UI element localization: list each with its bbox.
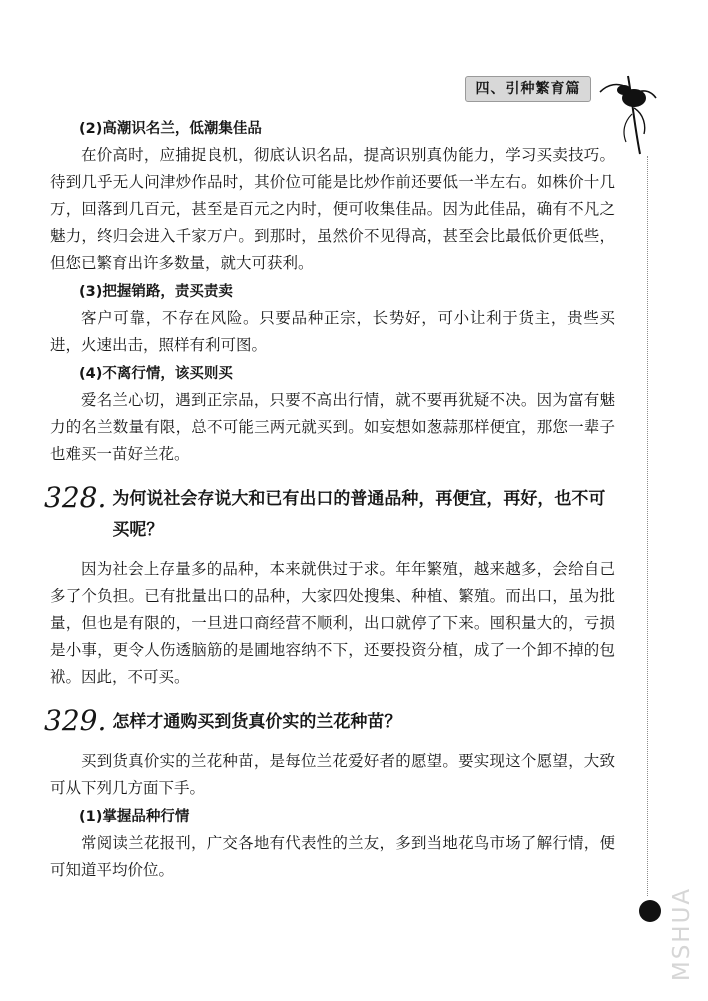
paragraph: 爱名兰心切，遇到正宗品，只要不高出行情，就不要再犹疑不决。因为富有魅力的名兰数量有限，总不可能三两元就买到。如妄想如葱蒜那样便宜，那您一辈子也难买一苗好兰花。	[50, 391, 615, 463]
paragraph: 常阅读兰花报刊，广交各地有代表性的兰友，多到当地花鸟市场了解行情，便可知道平均价位。	[50, 834, 615, 879]
paragraph: 客户可靠，不存在风险。只要品种正宗，长势好，可小让利于货主，贵些买进，火速出击，照样有利可图。	[50, 309, 615, 354]
subheading: (2)高潮识名兰，低潮集佳品	[79, 121, 262, 137]
margin-dot-marker	[639, 900, 661, 922]
subheading: (1)掌握品种行情	[79, 809, 190, 825]
paragraph: 因为社会上存量多的品种，本来就供过于求。年年繁殖，越来越多，会给自己多了个负担。已有批量出口的品种，大家四处搜集、种植、繁殖。而出口，虽为批量，但也是有限的，一旦进口商经营不顺利，出口就停了下来。囤积量大的，亏损是小事，更令人伤透脑筋的是圃地容纳不下，还要投资分植，成了一个卸不掉的包袱。因此，不可买。	[50, 560, 615, 686]
subheading: (3)把握销路，责买责卖	[79, 284, 233, 300]
paragraph: 在价高时，应捕捉良机，彻底认识名品，提高识别真伪能力，学习买卖技巧。待到几乎无人问津炒作品时，其价位可能是比炒作前还要低一半左右。如株价十几万，回落到几百元，甚至是百元之内时，便可收集佳品。因为此佳品，确有不凡之魅力，终归会进入千家万户。到那时，虽然价不见得高，甚至会比最低价更低些，但您已繁育出许多数量，就大可获利。	[50, 146, 615, 272]
question-title: 怎样才通购买到货真价实的兰花种苗？	[112, 712, 402, 732]
question-heading	[44, 705, 615, 738]
page-body	[44, 114, 615, 884]
question-title: 为何说社会存说大和已有出口的普通品种，再便宜，再好，也不可买呢？	[112, 489, 606, 540]
subheading: (4)不离行情，该买则买	[79, 366, 233, 382]
paragraph: 买到货真价实的兰花种苗，是每位兰花爱好者的愿望。要实现这个愿望，大致可从下列几方面下手。	[50, 752, 615, 797]
question-number: 329.	[44, 704, 107, 737]
watermark: MSHUA	[669, 886, 695, 982]
question-number: 328.	[44, 481, 107, 514]
section-header-tag: 四、引种繁育篇	[465, 76, 591, 102]
question-heading	[44, 482, 615, 546]
margin-dotted-rule	[647, 156, 648, 896]
